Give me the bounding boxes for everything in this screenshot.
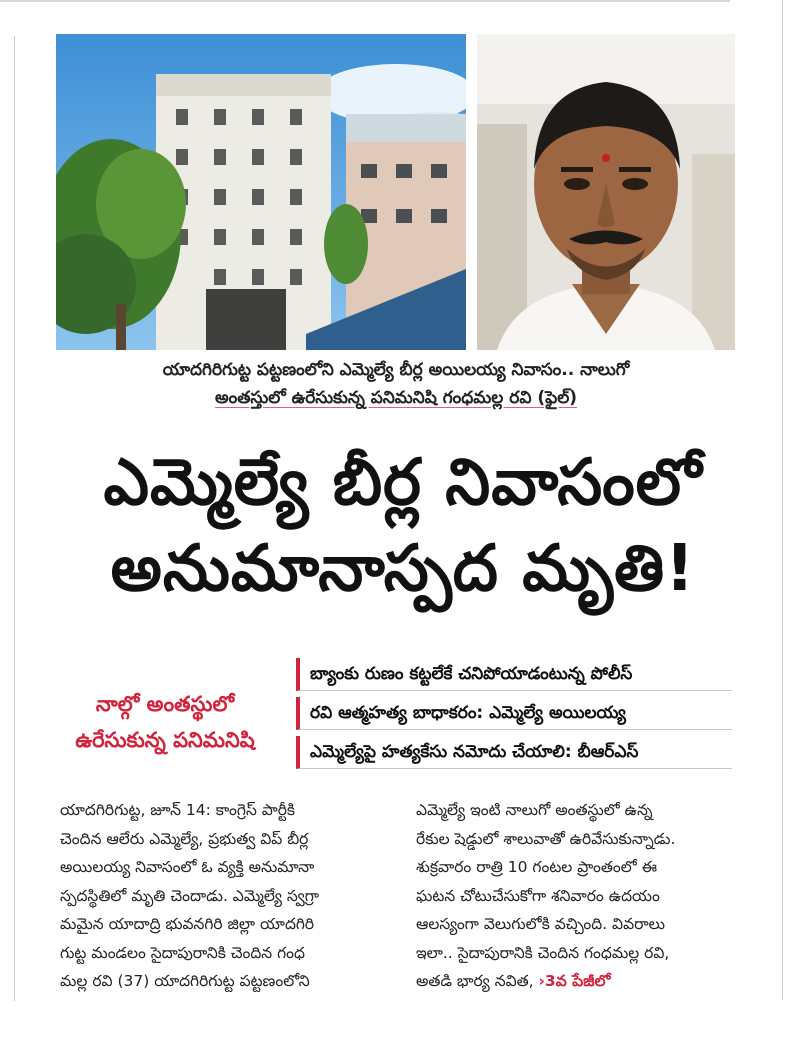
headline bbox=[28, 440, 778, 612]
body-line-last bbox=[416, 967, 738, 996]
photo-caption bbox=[56, 356, 736, 412]
body-column-left bbox=[60, 796, 382, 996]
subhead-brs-demand: ఎమ్మెల్యేపై హత్యకేసు నమోదు చేయాలి: బీఆర్ఎస్ bbox=[296, 736, 732, 769]
headline-line-1: ఎమ్మెల్యే బీర్ల నివాసంలో bbox=[103, 446, 703, 520]
subhead-police: బ్యాంకు రుణం కట్టలేకే చనిపోయాడంటున్న పోలీస్ bbox=[296, 658, 732, 691]
continued-on-page-3-link[interactable]: ›3వ పేజీలో bbox=[538, 972, 611, 990]
body-line: రేకుల షెడ్డులో శాలువాతో ఉరివేసుకున్నాడు. bbox=[416, 829, 676, 848]
caption-line-1: యాదగిరిగుట్ట పట్టణంలోని ఎమ్మెల్యే బీర్ల అయిలయ్య నివాసం.. నాలుగో bbox=[162, 360, 630, 380]
kicker-line-2: ఉరేసుకున్న పనిమనిషి bbox=[75, 728, 255, 752]
top-rule bbox=[0, 0, 730, 2]
headline-line-2: అనుమానాస్పద మృతి! bbox=[110, 532, 696, 606]
body-line: ఆలస్యంగా వెలుగులోకి వచ్చింది. వివరాలు bbox=[416, 915, 665, 933]
kicker-line-1: నాల్గో అంతస్థులో bbox=[95, 692, 235, 716]
body-line: మమైన యాదాద్రి భువనగిరి జిల్లా యాదగిరి bbox=[60, 915, 315, 933]
body-line: చెందిన ఆలేరు ఎమ్మెల్యే, ప్రభుత్వ విప్ బీర్ల bbox=[60, 829, 309, 848]
body-line: ఇలా.. సైదాపురానికి చెందిన గంధమల్ల రవి, bbox=[416, 943, 670, 962]
body-line: యాదగిరిగుట్ట, జూన్ 14: కాంగ్రెస్ పార్టీకి bbox=[60, 801, 296, 819]
caption-line-2: అంతస్తులో ఉరేసుకున్న పనిమనిషి గంధమల్ల రవి (ఫైల్) bbox=[214, 388, 578, 408]
body-line-text: అతడి భార్య నవిత, bbox=[416, 972, 534, 990]
body-line: శుక్రవారం రాత్రి 10 గంటల ప్రాంతంలో ఈ bbox=[416, 858, 658, 876]
body-line: మల్ల రవి (37) యాదగిరిగుట్ట పట్టణంలోని bbox=[60, 972, 310, 990]
body-line: స్పదస్థితిలో మృతి చెందాడు. ఎమ్మెల్యే స్వగ్రా bbox=[60, 886, 319, 905]
kicker bbox=[40, 686, 290, 758]
body-line: గుట్ట మండలం సైదాపురానికి చెందిన గంధ bbox=[60, 943, 305, 962]
portrait-photo bbox=[477, 34, 735, 350]
body-line: అయిలయ్య నివాసంలో ఓ వ్యక్తి అనుమానా bbox=[60, 858, 315, 876]
column-rule-right bbox=[782, 0, 783, 1000]
body-column-right bbox=[416, 796, 738, 996]
building-photo bbox=[56, 34, 466, 350]
subhead-mla-statement: రవి ఆత్మహత్య బాధాకరం: ఎమ్మెల్యే అయిలయ్య bbox=[296, 697, 732, 730]
column-rule-left bbox=[14, 36, 15, 1001]
subheads bbox=[296, 658, 732, 775]
body-line: ఘటన చోటుచేసుకోగా శనివారం ఉదయం bbox=[416, 886, 660, 905]
body-line: ఎమ్మెల్యే ఇంటి నాలుగో అంతస్థులో ఉన్న bbox=[416, 801, 653, 819]
